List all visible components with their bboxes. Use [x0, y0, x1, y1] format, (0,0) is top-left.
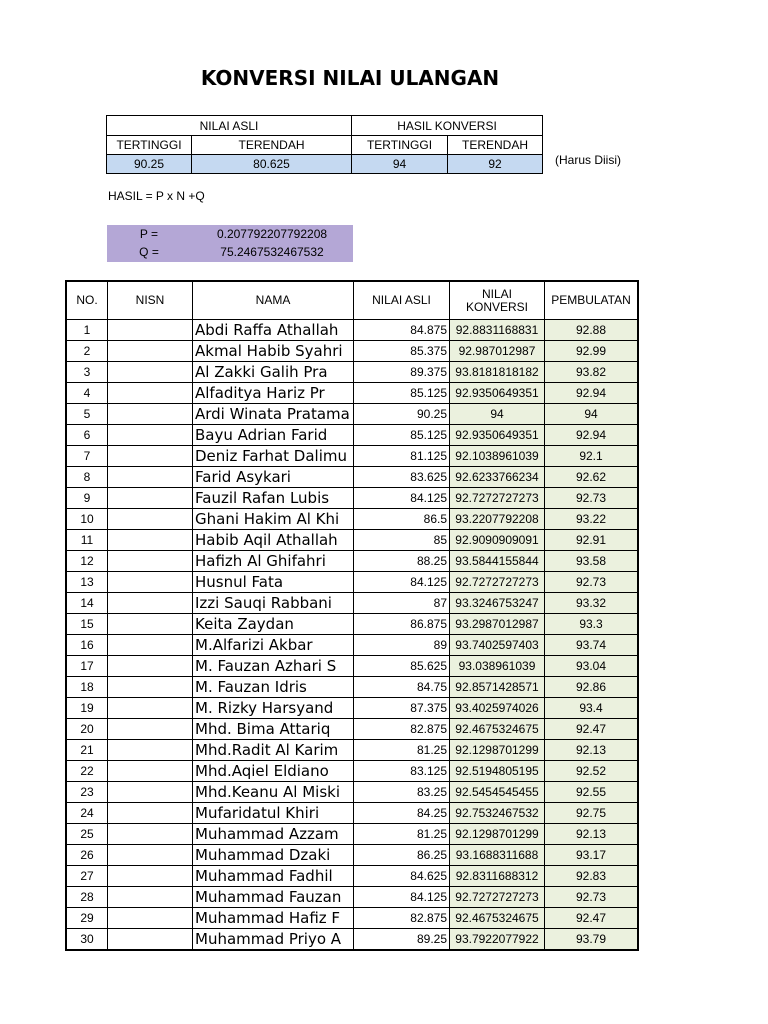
row-nilai-asli-cell[interactable]: 85.125 — [354, 383, 450, 404]
row-no-cell[interactable]: 4 — [66, 383, 108, 404]
row-no-cell[interactable]: 28 — [66, 887, 108, 908]
row-pembulatan-cell[interactable]: 93.74 — [545, 635, 639, 656]
row-nilai-konversi-cell[interactable]: 92.7532467532 — [450, 803, 545, 824]
row-nilai-asli-cell[interactable]: 90.25 — [354, 404, 450, 425]
row-nama-cell[interactable] — [193, 341, 354, 362]
row-no-cell[interactable]: 20 — [66, 719, 108, 740]
row-pembulatan-cell[interactable]: 92.94 — [545, 383, 639, 404]
row-nisn-cell[interactable] — [108, 677, 193, 698]
student-name: Abdi Raffa Athallah — [195, 321, 339, 339]
row-nilai-asli-cell[interactable]: 84.75 — [354, 677, 450, 698]
p-value[interactable]: 0.207792207792208 — [216, 227, 328, 241]
row-nama-cell[interactable] — [193, 593, 354, 614]
row-nilai-asli-cell[interactable]: 89.375 — [354, 362, 450, 383]
row-no-cell[interactable]: 10 — [66, 509, 108, 530]
row-pembulatan-cell[interactable]: 92.73 — [545, 887, 639, 908]
row-nama-cell[interactable] — [193, 887, 354, 908]
row-no-cell[interactable]: 30 — [66, 929, 108, 951]
row-nisn-cell[interactable] — [108, 887, 193, 908]
row-pembulatan-cell[interactable]: 92.55 — [545, 782, 639, 803]
row-nilai-konversi-cell[interactable]: 92.5194805195 — [450, 761, 545, 782]
student-name: Ghani Hakim Al Khi — [195, 510, 340, 528]
row-nisn-cell[interactable] — [108, 320, 193, 341]
row-nama-cell[interactable] — [193, 635, 354, 656]
col-nisn-header: NISN — [108, 281, 193, 320]
student-name: Muhammad Dzaki — [195, 846, 331, 864]
row-pembulatan-cell[interactable]: 93.3 — [545, 614, 639, 635]
pq-block — [107, 225, 353, 262]
table-row — [66, 656, 638, 677]
table-row — [66, 635, 638, 656]
row-nisn-cell[interactable] — [108, 782, 193, 803]
row-nama-cell[interactable] — [193, 824, 354, 845]
p-label: P = — [139, 227, 159, 241]
row-pembulatan-cell[interactable]: 92.47 — [545, 719, 639, 740]
row-nisn-cell[interactable] — [108, 362, 193, 383]
row-nisn-cell[interactable] — [108, 467, 193, 488]
row-no-cell[interactable]: 3 — [66, 362, 108, 383]
range-table — [106, 115, 543, 174]
row-pembulatan-cell[interactable]: 92.86 — [545, 677, 639, 698]
row-nilai-konversi-cell[interactable]: 93.1688311688 — [450, 845, 545, 866]
row-nilai-asli-cell[interactable]: 85.375 — [354, 341, 450, 362]
row-nilai-asli-cell[interactable]: 84.125 — [354, 488, 450, 509]
row-no-cell[interactable]: 7 — [66, 446, 108, 467]
row-no-cell[interactable]: 12 — [66, 551, 108, 572]
table-row — [66, 698, 638, 719]
row-nilai-asli-cell[interactable]: 84.125 — [354, 572, 450, 593]
table-body — [66, 320, 638, 951]
row-no-cell[interactable]: 8 — [66, 467, 108, 488]
col-nama-header: NAMA — [193, 281, 354, 320]
row-nilai-konversi-cell[interactable]: 93.5844155844 — [450, 551, 545, 572]
col-nilai-konversi-header — [450, 281, 545, 320]
row-nisn-cell[interactable] — [108, 530, 193, 551]
row-no-cell[interactable]: 16 — [66, 635, 108, 656]
student-name: Ardi Winata Pratama — [195, 405, 350, 423]
row-nilai-konversi-cell[interactable]: 92.8571428571 — [450, 677, 545, 698]
row-no-cell[interactable]: 2 — [66, 341, 108, 362]
row-nama-cell[interactable] — [193, 929, 354, 951]
row-nisn-cell[interactable] — [108, 845, 193, 866]
student-name: Mhd.Aqiel Eldiano — [195, 762, 329, 780]
row-nama-cell[interactable] — [193, 362, 354, 383]
row-pembulatan-cell[interactable]: 92.75 — [545, 803, 639, 824]
row-nama-cell[interactable] — [193, 698, 354, 719]
row-nilai-asli-cell[interactable]: 85.625 — [354, 656, 450, 677]
table-row — [66, 446, 638, 467]
row-no-cell[interactable]: 5 — [66, 404, 108, 425]
row-nama-cell[interactable] — [193, 509, 354, 530]
row-nama-cell[interactable] — [193, 488, 354, 509]
student-name: Mhd.Keanu Al Miski — [195, 783, 341, 801]
row-nilai-asli-cell[interactable]: 84.875 — [354, 320, 450, 341]
row-nisn-cell[interactable] — [108, 740, 193, 761]
row-nilai-konversi-cell[interactable]: 93.8181818182 — [450, 362, 545, 383]
row-nilai-asli-cell[interactable]: 86.875 — [354, 614, 450, 635]
student-name: Husnul Fata — [195, 573, 284, 591]
row-pembulatan-cell[interactable]: 93.82 — [545, 362, 639, 383]
row-nilai-asli-cell[interactable]: 88.25 — [354, 551, 450, 572]
student-name: Keita Zaydan — [195, 615, 294, 633]
student-name: Muhammad Azzam — [195, 825, 339, 843]
row-nisn-cell[interactable] — [108, 803, 193, 824]
row-nilai-konversi-cell[interactable]: 93.3246753247 — [450, 593, 545, 614]
row-no-cell[interactable]: 27 — [66, 866, 108, 887]
table-row — [66, 467, 638, 488]
row-nilai-konversi-cell[interactable]: 93.4025974026 — [450, 698, 545, 719]
row-nisn-cell[interactable] — [108, 572, 193, 593]
student-name: Farid Asykari — [195, 468, 291, 486]
row-no-cell[interactable]: 11 — [66, 530, 108, 551]
row-nilai-konversi-cell[interactable]: 92.4675324675 — [450, 908, 545, 929]
table-row — [66, 866, 638, 887]
header-asli-terendah: TERENDAH — [192, 136, 352, 155]
row-pembulatan-cell[interactable]: 93.04 — [545, 656, 639, 677]
row-nilai-asli-cell[interactable]: 81.25 — [354, 824, 450, 845]
row-nama-cell[interactable] — [193, 782, 354, 803]
konversi-tertinggi-cell[interactable]: 94 — [352, 155, 448, 174]
row-nilai-asli-cell[interactable]: 87 — [354, 593, 450, 614]
row-nilai-asli-cell[interactable]: 89 — [354, 635, 450, 656]
row-nilai-konversi-cell[interactable]: 92.7272727273 — [450, 887, 545, 908]
row-nilai-asli-cell[interactable]: 85.125 — [354, 425, 450, 446]
table-row — [66, 551, 638, 572]
row-nilai-konversi-cell[interactable]: 92.8831168831 — [450, 320, 545, 341]
student-name: Habib Aqil Athallah — [195, 531, 338, 549]
row-nisn-cell[interactable] — [108, 593, 193, 614]
row-nama-cell[interactable] — [193, 467, 354, 488]
row-nilai-asli-cell[interactable]: 81.125 — [354, 446, 450, 467]
row-no-cell[interactable]: 1 — [66, 320, 108, 341]
row-nilai-asli-cell[interactable]: 85 — [354, 530, 450, 551]
row-pembulatan-cell[interactable]: 94 — [545, 404, 639, 425]
q-value[interactable]: 75.2467532467532 — [220, 245, 324, 259]
row-pembulatan-cell[interactable]: 92.73 — [545, 488, 639, 509]
student-name: Muhammad Fadhil — [195, 867, 333, 885]
student-name: Akmal Habib Syahri — [195, 342, 343, 360]
student-name: M. Fauzan Azhari S — [195, 657, 337, 675]
table-row — [66, 572, 638, 593]
table-row — [66, 362, 638, 383]
table-row — [66, 509, 638, 530]
row-no-cell[interactable]: 19 — [66, 698, 108, 719]
row-no-cell[interactable]: 17 — [66, 656, 108, 677]
q-label: Q = — [139, 245, 159, 259]
row-no-cell[interactable]: 26 — [66, 845, 108, 866]
student-name: Fauzil Rafan Lubis — [195, 489, 330, 507]
header-nilai-asli: NILAI ASLI — [107, 116, 352, 136]
student-name: Mhd. Bima Attariq — [195, 720, 331, 738]
student-name: Muhammad Hafiz F — [195, 909, 341, 927]
row-nisn-cell[interactable] — [108, 656, 193, 677]
row-nilai-konversi-cell[interactable]: 92.4675324675 — [450, 719, 545, 740]
row-nisn-cell[interactable] — [108, 698, 193, 719]
row-nama-cell[interactable] — [193, 446, 354, 467]
row-pembulatan-cell[interactable]: 93.58 — [545, 551, 639, 572]
row-no-cell[interactable]: 13 — [66, 572, 108, 593]
row-pembulatan-cell[interactable]: 92.62 — [545, 467, 639, 488]
row-nilai-konversi-cell[interactable]: 92.8311688312 — [450, 866, 545, 887]
row-no-cell[interactable]: 14 — [66, 593, 108, 614]
row-nilai-asli-cell[interactable]: 83.625 — [354, 467, 450, 488]
row-nisn-cell[interactable] — [108, 908, 193, 929]
row-nama-cell[interactable] — [193, 719, 354, 740]
student-name: Deniz Farhat Dalimu — [195, 447, 347, 465]
row-nisn-cell[interactable] — [108, 761, 193, 782]
row-nilai-konversi-cell[interactable]: 92.7272727273 — [450, 572, 545, 593]
row-nisn-cell[interactable] — [108, 614, 193, 635]
konversi-terendah-cell[interactable]: 92 — [448, 155, 543, 174]
student-name: Alfaditya Hariz Pr — [195, 384, 325, 402]
row-nama-cell[interactable] — [193, 551, 354, 572]
student-name: Hafizh Al Ghifahri — [195, 552, 326, 570]
table-row — [66, 803, 638, 824]
row-pembulatan-cell[interactable]: 92.13 — [545, 824, 639, 845]
col-no-header: NO. — [66, 281, 108, 320]
row-nilai-konversi-cell[interactable]: 92.9350649351 — [450, 383, 545, 404]
row-nilai-konversi-cell[interactable]: 92.1298701299 — [450, 824, 545, 845]
row-pembulatan-cell[interactable]: 93.32 — [545, 593, 639, 614]
row-pembulatan-cell[interactable]: 93.4 — [545, 698, 639, 719]
row-nilai-asli-cell[interactable]: 86.25 — [354, 845, 450, 866]
table-row — [66, 614, 638, 635]
row-no-cell[interactable]: 23 — [66, 782, 108, 803]
table-row — [66, 887, 638, 908]
table-row — [66, 404, 638, 425]
table-row — [66, 593, 638, 614]
row-nilai-asli-cell[interactable]: 86.5 — [354, 509, 450, 530]
col-nilai-konversi-line2: KONVERSI — [465, 299, 528, 314]
table-row — [66, 530, 638, 551]
formula-text: HASIL = P x N +Q — [108, 189, 205, 203]
row-nilai-konversi-cell[interactable]: 92.1298701299 — [450, 740, 545, 761]
row-nilai-konversi-cell[interactable]: 92.5454545455 — [450, 782, 545, 803]
table-row — [66, 740, 638, 761]
col-nilai-asli-header: NILAI ASLI — [354, 281, 450, 320]
row-pembulatan-cell[interactable]: 92.88 — [545, 320, 639, 341]
row-nilai-konversi-cell[interactable]: 94 — [450, 404, 545, 425]
row-nilai-konversi-cell[interactable]: 93.7922077922 — [450, 929, 545, 951]
row-no-cell[interactable]: 29 — [66, 908, 108, 929]
student-name: Izzi Sauqi Rabbani — [195, 594, 332, 612]
row-nama-cell[interactable] — [193, 320, 354, 341]
row-no-cell[interactable]: 9 — [66, 488, 108, 509]
row-nilai-asli-cell[interactable]: 83.125 — [354, 761, 450, 782]
table-row — [66, 845, 638, 866]
row-no-cell[interactable]: 24 — [66, 803, 108, 824]
row-pembulatan-cell[interactable]: 93.79 — [545, 929, 639, 951]
row-nama-cell[interactable] — [193, 530, 354, 551]
table-row — [66, 677, 638, 698]
student-name: Al Zakki Galih Pra — [195, 363, 328, 381]
row-nilai-konversi-cell[interactable]: 92.9350649351 — [450, 425, 545, 446]
header-konversi-tertinggi: TERTINGGI — [352, 136, 448, 155]
row-no-cell[interactable]: 18 — [66, 677, 108, 698]
row-nisn-cell[interactable] — [108, 488, 193, 509]
row-nilai-asli-cell[interactable]: 84.25 — [354, 803, 450, 824]
row-nama-cell[interactable] — [193, 656, 354, 677]
table-row — [66, 824, 638, 845]
row-pembulatan-cell[interactable]: 92.1 — [545, 446, 639, 467]
table-row — [66, 761, 638, 782]
col-nilai-konversi-line1: NILAI — [481, 286, 512, 301]
row-nilai-asli-cell[interactable]: 84.125 — [354, 887, 450, 908]
row-nisn-cell[interactable] — [108, 341, 193, 362]
row-no-cell[interactable]: 21 — [66, 740, 108, 761]
row-nisn-cell[interactable] — [108, 383, 193, 404]
row-nilai-konversi-cell[interactable]: 93.7402597403 — [450, 635, 545, 656]
row-nisn-cell[interactable] — [108, 824, 193, 845]
required-note: (Harus Diisi) — [555, 153, 621, 167]
row-pembulatan-cell[interactable]: 92.91 — [545, 530, 639, 551]
row-pembulatan-cell[interactable]: 92.73 — [545, 572, 639, 593]
col-pembulatan-header: PEMBULATAN — [545, 281, 639, 320]
row-no-cell[interactable]: 15 — [66, 614, 108, 635]
row-no-cell[interactable]: 22 — [66, 761, 108, 782]
table-row — [66, 320, 638, 341]
student-name: M.Alfarizi Akbar — [195, 636, 313, 654]
row-nilai-konversi-cell[interactable]: 92.987012987 — [450, 341, 545, 362]
row-nama-cell[interactable] — [193, 404, 354, 425]
row-pembulatan-cell[interactable]: 92.99 — [545, 341, 639, 362]
row-nisn-cell[interactable] — [108, 551, 193, 572]
student-name: M. Rizky Harsyand — [195, 699, 334, 717]
student-name: Mufaridatul Khiri — [195, 804, 320, 822]
row-pembulatan-cell[interactable]: 92.52 — [545, 761, 639, 782]
row-nilai-konversi-cell[interactable]: 92.1038961039 — [450, 446, 545, 467]
row-pembulatan-cell[interactable]: 93.22 — [545, 509, 639, 530]
row-pembulatan-cell[interactable]: 92.47 — [545, 908, 639, 929]
row-nilai-konversi-cell[interactable]: 93.2987012987 — [450, 614, 545, 635]
row-pembulatan-cell[interactable]: 93.17 — [545, 845, 639, 866]
row-pembulatan-cell[interactable]: 92.83 — [545, 866, 639, 887]
student-name: Bayu Adrian Farid — [195, 426, 328, 444]
student-name: Muhammad Fauzan — [195, 888, 342, 906]
grades-table — [65, 280, 639, 951]
row-no-cell[interactable]: 25 — [66, 824, 108, 845]
table-row — [66, 425, 638, 446]
row-nilai-konversi-cell[interactable]: 92.9090909091 — [450, 530, 545, 551]
row-pembulatan-cell[interactable]: 92.94 — [545, 425, 639, 446]
row-nilai-konversi-cell[interactable]: 92.7272727273 — [450, 488, 545, 509]
row-no-cell[interactable]: 6 — [66, 425, 108, 446]
header-hasil-konversi: HASIL KONVERSI — [352, 116, 543, 136]
row-nisn-cell[interactable] — [108, 425, 193, 446]
row-nilai-asli-cell[interactable]: 89.25 — [354, 929, 450, 951]
header-konversi-terendah: TERENDAH — [448, 136, 543, 155]
table-row — [66, 719, 638, 740]
table-row — [66, 782, 638, 803]
row-nisn-cell[interactable] — [108, 509, 193, 530]
table-row — [66, 341, 638, 362]
row-nama-cell[interactable] — [193, 425, 354, 446]
row-pembulatan-cell[interactable]: 92.13 — [545, 740, 639, 761]
student-name: M. Fauzan Idris — [195, 678, 307, 696]
row-nama-cell[interactable] — [193, 383, 354, 404]
table-row — [66, 908, 638, 929]
table-row — [66, 488, 638, 509]
row-nilai-asli-cell[interactable]: 82.875 — [354, 719, 450, 740]
row-nisn-cell[interactable] — [108, 719, 193, 740]
row-nilai-asli-cell[interactable]: 82.875 — [354, 908, 450, 929]
row-nama-cell[interactable] — [193, 803, 354, 824]
row-nama-cell[interactable] — [193, 614, 354, 635]
asli-tertinggi-cell[interactable]: 90.25 — [107, 155, 192, 174]
table-row — [66, 929, 638, 951]
table-row — [66, 383, 638, 404]
row-nama-cell[interactable] — [193, 677, 354, 698]
row-nilai-konversi-cell[interactable]: 92.6233766234 — [450, 467, 545, 488]
row-nisn-cell[interactable] — [108, 866, 193, 887]
row-nisn-cell[interactable] — [108, 929, 193, 951]
row-nama-cell[interactable] — [193, 740, 354, 761]
row-nilai-asli-cell[interactable]: 84.625 — [354, 866, 450, 887]
row-nisn-cell[interactable] — [108, 404, 193, 425]
page-title: KONVERSI NILAI ULANGAN — [200, 66, 500, 90]
row-nama-cell[interactable] — [193, 761, 354, 782]
row-nisn-cell[interactable] — [108, 635, 193, 656]
row-nilai-konversi-cell[interactable]: 93.038961039 — [450, 656, 545, 677]
row-nilai-asli-cell[interactable]: 81.25 — [354, 740, 450, 761]
student-name: Muhammad Priyo A — [195, 930, 342, 948]
header-asli-tertinggi: TERTINGGI — [107, 136, 192, 155]
row-nama-cell[interactable] — [193, 908, 354, 929]
row-nama-cell[interactable] — [193, 845, 354, 866]
row-nama-cell[interactable] — [193, 866, 354, 887]
student-name: Mhd.Radit Al Karim — [195, 741, 339, 759]
row-nisn-cell[interactable] — [108, 446, 193, 467]
row-nilai-asli-cell[interactable]: 87.375 — [354, 698, 450, 719]
row-nilai-asli-cell[interactable]: 83.25 — [354, 782, 450, 803]
asli-terendah-cell[interactable]: 80.625 — [192, 155, 352, 174]
row-nilai-konversi-cell[interactable]: 93.2207792208 — [450, 509, 545, 530]
row-nama-cell[interactable] — [193, 572, 354, 593]
